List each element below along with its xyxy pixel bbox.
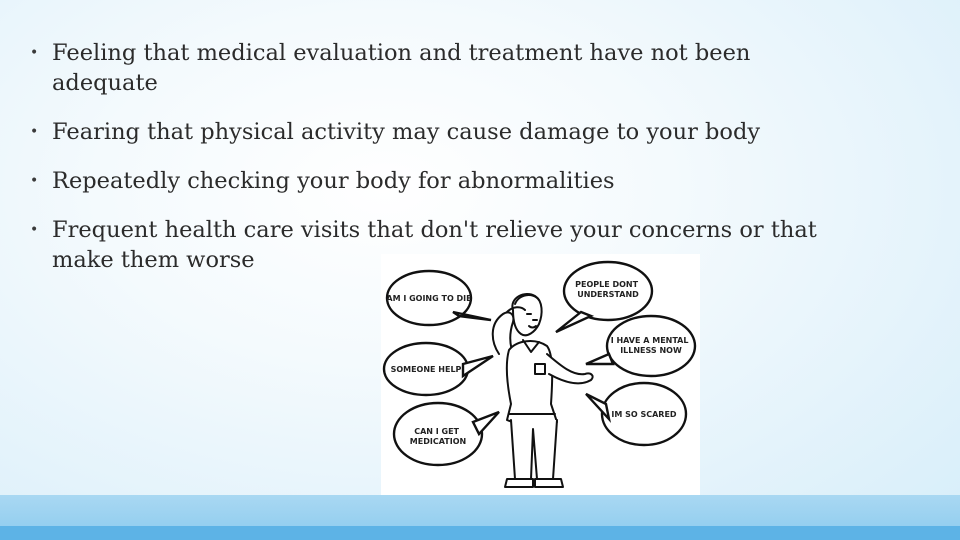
bullet-icon: •	[30, 45, 39, 61]
bullet-text: Feeling that medical evaluation and treatment have not been adequate	[52, 40, 751, 96]
svg-text:IM SO SCARED	[611, 410, 677, 419]
anxious-man-illustration	[381, 254, 700, 497]
bubble-medication-line: MEDICATION	[409, 437, 467, 446]
bubble-understand-line: PEOPLE DONT	[575, 280, 639, 289]
speech-bubble-die	[386, 271, 491, 325]
speech-bubble-medication	[394, 403, 499, 465]
bubble-die-line: AM I GOING TO DIE	[386, 294, 472, 303]
bubble-scared-line: IM SO SCARED	[611, 410, 677, 419]
bullet-text: Frequent health care visits that don't relieve your concerns or that make them worse	[52, 217, 817, 273]
speech-bubble-mental	[586, 316, 695, 376]
bubble-mental-line: I HAVE A MENTAL	[610, 336, 689, 345]
svg-text:I HAVE A MENTAL IL	[611, 336, 692, 355]
bubble-medication-line: CAN I GET	[414, 427, 459, 436]
bullet-item	[30, 117, 830, 147]
bullet-text: Fearing that physical activity may cause damage to your body	[52, 119, 761, 145]
footer-strip	[0, 526, 960, 540]
bullet-icon: •	[30, 173, 39, 189]
bubble-understand-line: UNDERSTAND	[577, 290, 639, 299]
speech-bubble-help	[384, 343, 493, 395]
bullet-text: Repeatedly checking your body for abnormalities	[52, 168, 615, 194]
bullet-item	[30, 166, 830, 196]
svg-text:AM I GOING TO DIE	[386, 294, 471, 303]
bullet-icon: •	[30, 124, 39, 140]
svg-text:SOMEONE HELP	[391, 365, 462, 374]
svg-text:PEOPLE DONT UNDERS	[575, 280, 641, 299]
bullet-item	[30, 38, 830, 98]
illustration-svg	[381, 254, 700, 497]
svg-text:CAN I GET MEDICATI	[410, 427, 466, 446]
bubble-mental-line: ILLNESS NOW	[620, 346, 682, 355]
speech-bubble-scared	[586, 383, 686, 445]
bubble-help-line: SOMEONE HELP	[390, 365, 462, 374]
bullet-icon: •	[30, 222, 39, 238]
